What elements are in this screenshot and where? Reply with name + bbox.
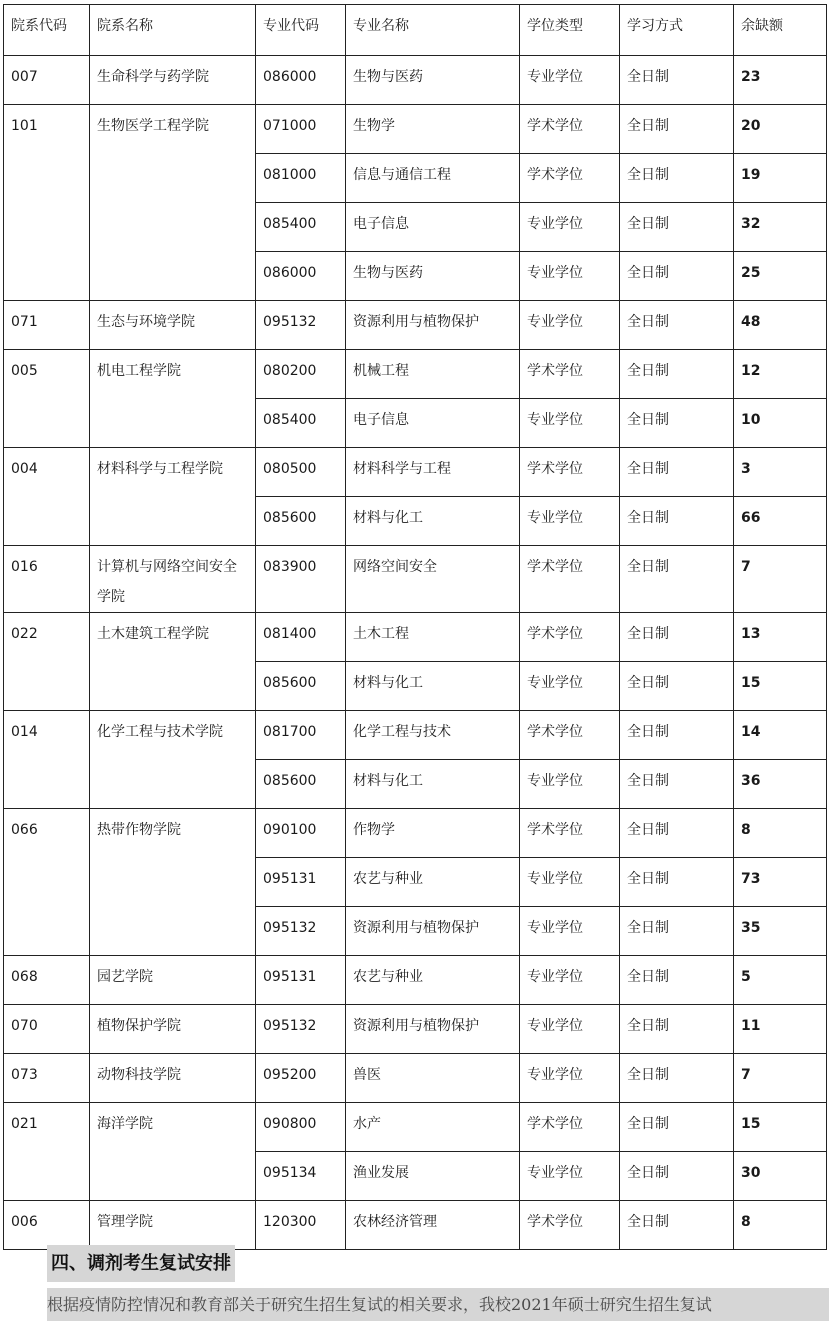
major-code-cell: 095131 (256, 956, 346, 1005)
dept-name-cell: 化学工程与技术学院 (90, 711, 256, 809)
header-major-code: 专业代码 (256, 5, 346, 56)
dept-code-cell: 022 (4, 613, 90, 711)
dept-name-cell: 计算机与网络空间安全学院 (90, 546, 256, 613)
dept-name-cell: 生命科学与药学院 (90, 56, 256, 105)
study-mode-cell: 全日制 (620, 1152, 734, 1201)
degree-type-cell: 专业学位 (520, 56, 620, 105)
study-mode-cell: 全日制 (620, 760, 734, 809)
dept-code-cell: 073 (4, 1054, 90, 1103)
major-name-cell: 电子信息 (346, 399, 520, 448)
table-row (4, 546, 827, 613)
study-mode-cell: 全日制 (620, 809, 734, 858)
major-code-cell: 120300 (256, 1201, 346, 1250)
major-name-cell: 水产 (346, 1103, 520, 1152)
major-name-cell: 生物与医药 (346, 252, 520, 301)
major-code-cell: 080200 (256, 350, 346, 399)
vacancy-cell: 35 (734, 907, 827, 956)
header-major-name: 专业名称 (346, 5, 520, 56)
study-mode-cell: 全日制 (620, 154, 734, 203)
vacancy-cell: 36 (734, 760, 827, 809)
dept-name-cell: 机电工程学院 (90, 350, 256, 448)
header-degree-type: 学位类型 (520, 5, 620, 56)
dept-code-cell: 071 (4, 301, 90, 350)
dept-name-cell: 园艺学院 (90, 956, 256, 1005)
study-mode-cell: 全日制 (620, 448, 734, 497)
major-name-cell: 渔业发展 (346, 1152, 520, 1201)
major-code-cell: 080500 (256, 448, 346, 497)
table-row (4, 613, 827, 662)
table-row (4, 1054, 827, 1103)
degree-type-cell: 学术学位 (520, 350, 620, 399)
vacancy-cell: 25 (734, 252, 827, 301)
degree-type-cell: 学术学位 (520, 613, 620, 662)
major-code-cell: 086000 (256, 252, 346, 301)
section-body-text: 根据疫情防控情况和教育部关于研究生招生复试的相关要求，我校2021年硕士研究生招生复试 (47, 1288, 829, 1321)
major-code-cell: 081400 (256, 613, 346, 662)
major-code-cell: 095131 (256, 858, 346, 907)
header-study-mode: 学习方式 (620, 5, 734, 56)
degree-type-cell: 专业学位 (520, 301, 620, 350)
degree-type-cell: 专业学位 (520, 1005, 620, 1054)
major-name-cell: 材料与化工 (346, 760, 520, 809)
major-code-cell: 090100 (256, 809, 346, 858)
table-row (4, 711, 827, 760)
major-code-cell: 071000 (256, 105, 346, 154)
degree-type-cell: 学术学位 (520, 546, 620, 613)
major-name-cell: 材料与化工 (346, 662, 520, 711)
degree-type-cell: 学术学位 (520, 711, 620, 760)
degree-type-cell: 专业学位 (520, 858, 620, 907)
header-dept-name: 院系名称 (90, 5, 256, 56)
dept-code-cell: 007 (4, 56, 90, 105)
vacancy-cell: 7 (734, 1054, 827, 1103)
degree-type-cell: 学术学位 (520, 448, 620, 497)
major-code-cell: 085600 (256, 662, 346, 711)
major-name-cell: 电子信息 (346, 203, 520, 252)
study-mode-cell: 全日制 (620, 301, 734, 350)
vacancy-cell: 48 (734, 301, 827, 350)
major-name-cell: 兽医 (346, 1054, 520, 1103)
study-mode-cell: 全日制 (620, 1103, 734, 1152)
table-body (4, 56, 827, 1250)
degree-type-cell: 学术学位 (520, 809, 620, 858)
major-name-cell: 农艺与种业 (346, 956, 520, 1005)
degree-type-cell: 专业学位 (520, 760, 620, 809)
dept-code-cell: 014 (4, 711, 90, 809)
major-code-cell: 095132 (256, 301, 346, 350)
vacancy-cell: 73 (734, 858, 827, 907)
major-name-cell: 机械工程 (346, 350, 520, 399)
dept-name-cell: 海洋学院 (90, 1103, 256, 1201)
vacancy-cell: 12 (734, 350, 827, 399)
degree-type-cell: 学术学位 (520, 1103, 620, 1152)
dept-name-cell: 土木建筑工程学院 (90, 613, 256, 711)
study-mode-cell: 全日制 (620, 1005, 734, 1054)
degree-type-cell: 专业学位 (520, 252, 620, 301)
vacancy-cell: 15 (734, 1103, 827, 1152)
major-code-cell: 083900 (256, 546, 346, 613)
major-code-cell: 081000 (256, 154, 346, 203)
major-name-cell: 土木工程 (346, 613, 520, 662)
major-name-cell: 农艺与种业 (346, 858, 520, 907)
study-mode-cell: 全日制 (620, 399, 734, 448)
major-code-cell: 086000 (256, 56, 346, 105)
degree-type-cell: 专业学位 (520, 956, 620, 1005)
major-name-cell: 生物学 (346, 105, 520, 154)
dept-name-cell: 生物医学工程学院 (90, 105, 256, 301)
major-name-cell: 化学工程与技术 (346, 711, 520, 760)
major-code-cell: 095134 (256, 1152, 346, 1201)
study-mode-cell: 全日制 (620, 252, 734, 301)
major-name-cell: 网络空间安全 (346, 546, 520, 613)
degree-type-cell: 专业学位 (520, 1152, 620, 1201)
major-code-cell: 095132 (256, 1005, 346, 1054)
table-row (4, 1005, 827, 1054)
study-mode-cell: 全日制 (620, 56, 734, 105)
dept-name-cell: 植物保护学院 (90, 1005, 256, 1054)
header-vacancy: 余缺额 (734, 5, 827, 56)
table-row (4, 1103, 827, 1152)
study-mode-cell: 全日制 (620, 1054, 734, 1103)
dept-code-cell: 101 (4, 105, 90, 301)
table-row (4, 56, 827, 105)
vacancy-cell: 14 (734, 711, 827, 760)
dept-name-cell: 材料科学与工程学院 (90, 448, 256, 546)
vacancy-cell: 10 (734, 399, 827, 448)
vacancy-cell: 19 (734, 154, 827, 203)
dept-name-cell: 生态与环境学院 (90, 301, 256, 350)
vacancy-cell: 3 (734, 448, 827, 497)
degree-type-cell: 学术学位 (520, 105, 620, 154)
major-name-cell: 农林经济管理 (346, 1201, 520, 1250)
table-header-row (4, 5, 827, 56)
study-mode-cell: 全日制 (620, 1201, 734, 1250)
vacancy-cell: 15 (734, 662, 827, 711)
degree-type-cell: 专业学位 (520, 497, 620, 546)
major-name-cell: 信息与通信工程 (346, 154, 520, 203)
vacancy-cell: 13 (734, 613, 827, 662)
study-mode-cell: 全日制 (620, 105, 734, 154)
major-name-cell: 材料与化工 (346, 497, 520, 546)
vacancy-cell: 20 (734, 105, 827, 154)
section-heading: 四、调剂考生复试安排 (47, 1245, 235, 1282)
vacancy-cell: 11 (734, 1005, 827, 1054)
study-mode-cell: 全日制 (620, 546, 734, 613)
major-code-cell: 090800 (256, 1103, 346, 1152)
major-name-cell: 资源利用与植物保护 (346, 1005, 520, 1054)
study-mode-cell: 全日制 (620, 907, 734, 956)
degree-type-cell: 专业学位 (520, 203, 620, 252)
study-mode-cell: 全日制 (620, 203, 734, 252)
study-mode-cell: 全日制 (620, 613, 734, 662)
degree-type-cell: 学术学位 (520, 154, 620, 203)
dept-code-cell: 066 (4, 809, 90, 956)
study-mode-cell: 全日制 (620, 662, 734, 711)
dept-code-cell: 021 (4, 1103, 90, 1201)
dept-code-cell: 004 (4, 448, 90, 546)
table-row (4, 105, 827, 154)
table-row (4, 448, 827, 497)
major-code-cell: 095200 (256, 1054, 346, 1103)
table-row (4, 350, 827, 399)
major-code-cell: 085600 (256, 497, 346, 546)
study-mode-cell: 全日制 (620, 497, 734, 546)
study-mode-cell: 全日制 (620, 858, 734, 907)
dept-name-cell: 管理学院 (90, 1201, 256, 1250)
degree-type-cell: 专业学位 (520, 907, 620, 956)
major-name-cell: 作物学 (346, 809, 520, 858)
dept-name-cell: 热带作物学院 (90, 809, 256, 956)
dept-code-cell: 070 (4, 1005, 90, 1054)
study-mode-cell: 全日制 (620, 711, 734, 760)
major-name-cell: 生物与医药 (346, 56, 520, 105)
vacancy-cell: 30 (734, 1152, 827, 1201)
header-dept-code: 院系代码 (4, 5, 90, 56)
table-row (4, 956, 827, 1005)
table-row (4, 301, 827, 350)
degree-type-cell: 专业学位 (520, 662, 620, 711)
degree-type-cell: 学术学位 (520, 1201, 620, 1250)
vacancy-cell: 32 (734, 203, 827, 252)
dept-code-cell: 006 (4, 1201, 90, 1250)
vacancy-table (3, 4, 827, 1250)
vacancy-cell: 66 (734, 497, 827, 546)
major-code-cell: 081700 (256, 711, 346, 760)
table-row (4, 1201, 827, 1250)
dept-name-cell: 动物科技学院 (90, 1054, 256, 1103)
major-code-cell: 085600 (256, 760, 346, 809)
vacancy-cell: 5 (734, 956, 827, 1005)
major-name-cell: 资源利用与植物保护 (346, 907, 520, 956)
vacancy-cell: 7 (734, 546, 827, 613)
vacancy-cell: 8 (734, 1201, 827, 1250)
degree-type-cell: 专业学位 (520, 1054, 620, 1103)
major-code-cell: 095132 (256, 907, 346, 956)
vacancy-cell: 23 (734, 56, 827, 105)
dept-code-cell: 005 (4, 350, 90, 448)
vacancy-cell: 8 (734, 809, 827, 858)
major-name-cell: 资源利用与植物保护 (346, 301, 520, 350)
degree-type-cell: 专业学位 (520, 399, 620, 448)
study-mode-cell: 全日制 (620, 956, 734, 1005)
study-mode-cell: 全日制 (620, 350, 734, 399)
major-name-cell: 材料科学与工程 (346, 448, 520, 497)
dept-code-cell: 016 (4, 546, 90, 613)
dept-code-cell: 068 (4, 956, 90, 1005)
table-row (4, 809, 827, 858)
major-code-cell: 085400 (256, 399, 346, 448)
major-code-cell: 085400 (256, 203, 346, 252)
